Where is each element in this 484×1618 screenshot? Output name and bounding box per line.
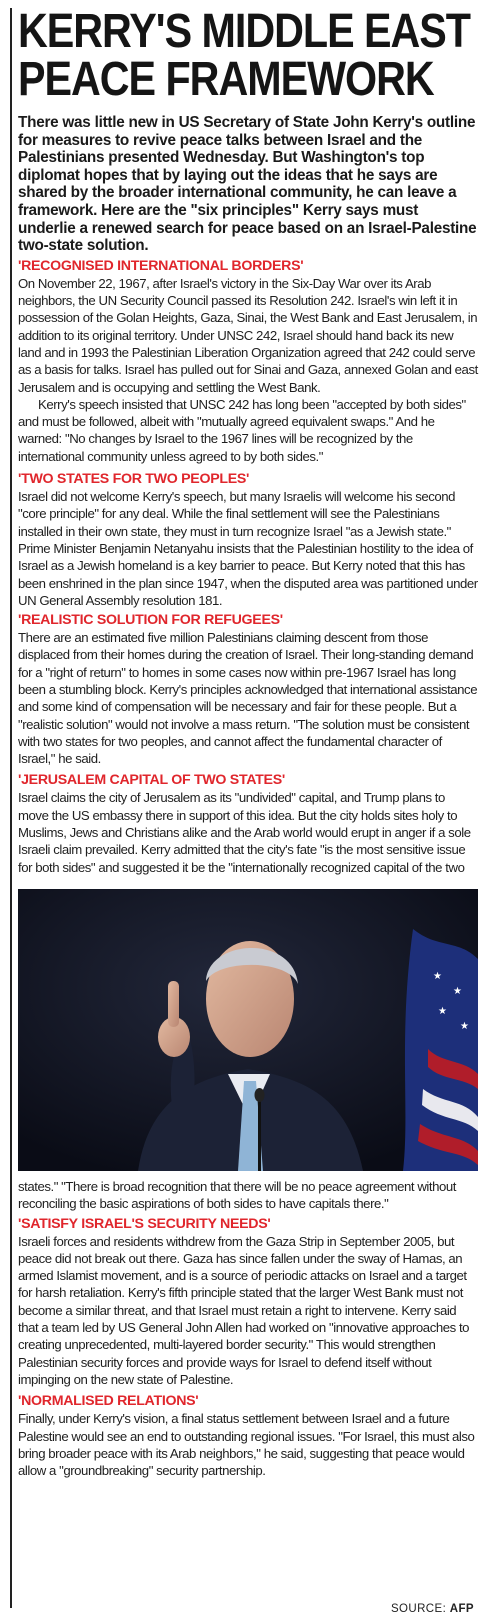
section-heading-two-states: 'TWO STATES FOR TWO PEOPLES' <box>18 471 250 488</box>
section-body-refugees <box>18 629 478 767</box>
body-paragraph: On November 22, 1967, after Israel's victory in the Six-Day War over its Arab neighbors, the UN Security Council passed its Resolution 242. Israel's win left it in possession of the Golan Heights, Gaza, Sinai, the West Bank and East Jerusalem, in addition to its original territory. Under UNSC 242, Israel should hand back its new land and in 1993 the Palestinian Liberation Organization agreed that 242 could serve as a basis for talks. Israel has pulled out for Sinai and Gaza, annexed Golan and east Jerusalem and is occupying and settling the West Bank. <box>18 275 478 395</box>
body-paragraph: Finally, under Kerry's vision, a final status settlement between Israel and a future Palestine would see an end to outstanding regional issues. "For Israel, this must also bring broader peace with its Arab neighbors," he said, suggesting that peace would allow a "groundbreaking" security partnership. <box>18 1411 475 1479</box>
body-paragraph: There are an estimated five million Palestinians claiming descent from those displaced from their homes during the creation of Israel. Their long-standing demand for a "right of return" to homes in some cases now within pre-1967 Israel has long been a stumbling block. Kerry's principles acknowledged that international assistance and some kind of compensation will be necessary and fair for these people. But a "realistic solution" would not involve a mass return. "The solution must be consistent with two states for two peoples, and cannot affect the fundamental character of Israel," he said. <box>18 630 478 767</box>
kerry-photo-illustration <box>18 889 478 1171</box>
article <box>18 0 478 1479</box>
svg-text:★: ★ <box>453 985 462 997</box>
kerry-photo <box>18 889 478 1171</box>
section-heading-security: 'SATISFY ISRAEL'S SECURITY NEEDS' <box>18 1215 271 1232</box>
body-paragraph: Israel did not welcome Kerry's speech, but many Israelis will welcome his second "core principle" for any deal. While the final settlement will see the Palestinians installed in their own state, they must in turn recognize Israel "as a Jewish state." Prime Minister Benjamin Netanyahu insists that the Palestinian hostility to the idea of Israel as a Jewish homeland is a key barrier to peace. But Kerry noted that this has been enshrined in the plan since 1947, when the disputed area was partitioned under UN General Assembly resolution 181. <box>18 489 478 608</box>
section-body-borders <box>18 275 478 465</box>
svg-text:★: ★ <box>460 1020 469 1032</box>
intro-paragraph: There was little new in US Secretary of State John Kerry's outline for measures to revive peace talks between Israel and the Palestinians presented Wednesday. But Washington's top diplomat hopes that by laying out the ideas that he says are shared by the broader international community, he can leave a framework. Here are the "six principles" Kerry says must underlie a renewed search for peace based on an Israel-Palestine two-state solution. <box>18 114 477 255</box>
source-agency: AFP <box>449 1603 474 1615</box>
headline <box>18 5 478 106</box>
body-paragraph: Israeli forces and residents withdrew from the Gaza Strip in September 2005, but peace did not break out there. Gaza has since fallen under the sway of Hamas, an armed Islamist movement, and is a source of periodic attacks on Israel and a target for harsh retaliation. Kerry's fifth principle stated that the larger West Bank must not become a similar threat, and that Israel must retain a right to intervene. Kerry said that a team led by US General John Allen had worked on "innovative approaches to creating unprecedented, multi-layered border security." This would strengthen Palestinian security forces and provide ways for Israel to defend itself without impinging on the new state of Palestine. <box>18 1233 470 1387</box>
section-heading-refugees: 'REALISTIC SOLUTION FOR REFUGEES' <box>18 612 283 629</box>
section-body-two-states <box>18 488 478 609</box>
source-credit <box>391 1603 474 1615</box>
microphone <box>258 1097 261 1171</box>
body-paragraph: Israel claims the city of Jerusalem as its "undivided" capital, and Trump plans to move the US embassy there in support of this idea. But the city holds sites holy to Muslims, Jews and Christians alike and the Arab world would erupt in anger if a sole Israeli claim prevailed. Kerry admitted that the city's fate "is the most sensitive issue for both sides" and suggested it be the "internationally recognized capital of the two <box>18 790 471 875</box>
section-body-security <box>18 1233 478 1389</box>
svg-text:★: ★ <box>433 970 442 982</box>
section-body-relations <box>18 1410 478 1479</box>
us-flag <box>403 929 478 1171</box>
svg-text:★: ★ <box>438 1005 447 1017</box>
section-body-jerusalem-continued <box>18 1178 478 1213</box>
section-heading-borders: 'RECOGNISED INTERNATIONAL BORDERS' <box>18 257 304 274</box>
headline-line-1: KERRY'S MIDDLE EAST <box>18 5 470 58</box>
body-paragraph: Kerry's speech insisted that UNSC 242 has long been "accepted by both sides" and must be followed, albeit with "mutually agreed equivalent swaps." And he warned: "No changes by Israel to the 1967 lines will be recognized by the international community unless agreed to by both sides." <box>18 396 466 464</box>
column-rule <box>10 8 12 1608</box>
section-heading-relations: 'NORMALISED RELATIONS' <box>18 1393 199 1410</box>
headline-line-2: PEACE FRAMEWORK <box>18 53 434 106</box>
pointing-finger <box>168 981 179 1027</box>
source-label: SOURCE: <box>390 1603 447 1615</box>
body-paragraph: states." "There is broad recognition that there will be no peace agreement without reconciling the basic aspirations of both sides to have capitals there." <box>18 1178 456 1212</box>
section-body-jerusalem <box>18 789 478 875</box>
section-heading-jerusalem: 'JERUSALEM CAPITAL OF TWO STATES' <box>18 772 285 789</box>
